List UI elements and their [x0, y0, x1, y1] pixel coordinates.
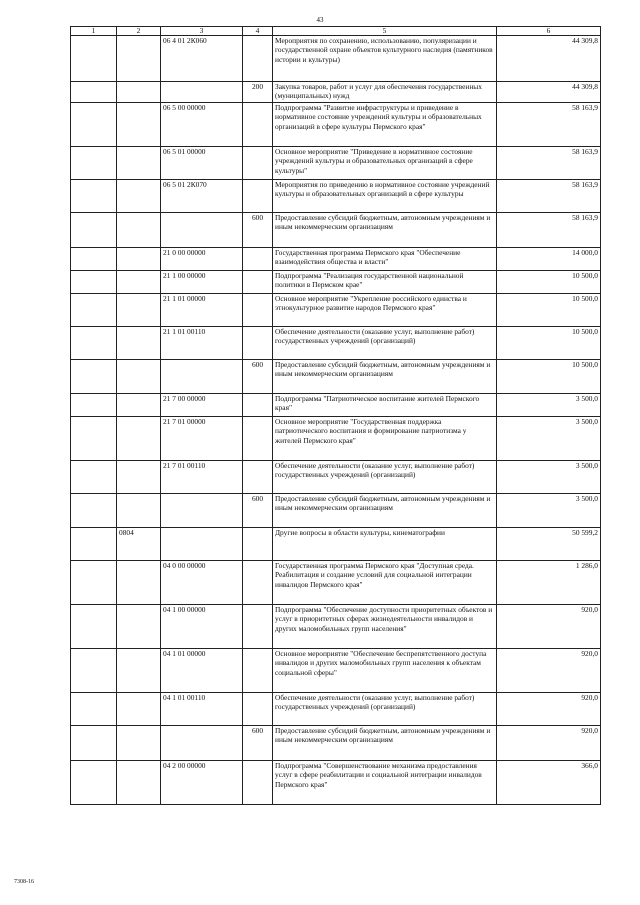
item-name: Обеспечение деятельности (оказание услуг, выполнение работ) государственных учреждений (организаций) — [273, 327, 497, 360]
expense-type-code — [243, 147, 273, 180]
expense-type-code: 600 — [243, 213, 273, 248]
section-code — [117, 649, 161, 693]
amount: 366,0 — [497, 761, 601, 805]
target-article-code: 04 0 00 00000 — [161, 561, 243, 605]
amount: 44 309,8 — [497, 82, 601, 103]
amount: 14 000,0 — [497, 248, 601, 271]
section-code — [117, 147, 161, 180]
target-article-code — [161, 360, 243, 394]
target-article-code: 21 7 01 00000 — [161, 417, 243, 461]
target-article-code — [161, 213, 243, 248]
row-col-1 — [71, 726, 117, 761]
row-col-1 — [71, 248, 117, 271]
target-article-code: 06 5 00 00000 — [161, 103, 243, 147]
table-row — [71, 294, 601, 327]
item-name: Мероприятия по сохранению, использованию, популяризации и государственной охране объектов культурного наследия (памятников истории и культуры) — [273, 36, 497, 82]
row-col-1 — [71, 605, 117, 649]
row-col-1 — [71, 103, 117, 147]
expense-type-code — [243, 103, 273, 147]
row-col-1 — [71, 271, 117, 294]
item-name: Основное мероприятие "Приведение в нормативное состояние учреждений культуры и образовательных организаций в сфере культуры" — [273, 147, 497, 180]
target-article-code: 04 1 01 00000 — [161, 649, 243, 693]
table-row — [71, 726, 601, 761]
row-col-1 — [71, 394, 117, 417]
row-col-1 — [71, 82, 117, 103]
section-code — [117, 761, 161, 805]
amount: 3 500,0 — [497, 394, 601, 417]
header-col-3: 3 — [161, 27, 243, 36]
expense-type-code — [243, 180, 273, 213]
section-code — [117, 82, 161, 103]
section-code — [117, 461, 161, 494]
section-code — [117, 248, 161, 271]
target-article-code: 21 1 01 00000 — [161, 294, 243, 327]
item-name: Подпрограмма "Реализация государственной национальной политики в Пермском крае" — [273, 271, 497, 294]
row-col-1 — [71, 213, 117, 248]
amount: 10 500,0 — [497, 271, 601, 294]
expense-type-code — [243, 271, 273, 294]
item-name: Подпрограмма "Обеспечение доступности приоритетных объектов и услуг в приоритетных сферах жизнедеятельности инвалидов и других маломобильных групп населения" — [273, 605, 497, 649]
table-row — [71, 147, 601, 180]
section-code — [117, 605, 161, 649]
target-article-code: 21 7 01 00110 — [161, 461, 243, 494]
table-header-row — [71, 27, 601, 36]
item-name: Государственная программа Пермского края "Доступная среда. Реабилитация и создание условий для социальной интеграции инвалидов Пермского края" — [273, 561, 497, 605]
target-article-code: 21 1 00 00000 — [161, 271, 243, 294]
amount: 1 286,0 — [497, 561, 601, 605]
item-name: Обеспечение деятельности (оказание услуг, выполнение работ) государственных учреждений (организаций) — [273, 461, 497, 494]
table-row — [71, 649, 601, 693]
target-article-code — [161, 82, 243, 103]
section-code — [117, 417, 161, 461]
amount: 10 500,0 — [497, 294, 601, 327]
section-code — [117, 693, 161, 726]
table-row — [71, 561, 601, 605]
item-name: Основное мероприятие "Государственная поддержка патриотического воспитания и формирование патриотизма у жителей Пермского края" — [273, 417, 497, 461]
target-article-code — [161, 528, 243, 561]
item-name: Подпрограмма "Совершенствование механизма предоставления услуг в сфере реабилитации и социальной интеграции инвалидов Пермского края" — [273, 761, 497, 805]
item-name: Предоставление субсидий бюджетным, автономным учреждениям и иным некоммерческим организациям — [273, 726, 497, 761]
header-col-2: 2 — [117, 27, 161, 36]
amount: 920,0 — [497, 605, 601, 649]
expense-type-code — [243, 294, 273, 327]
amount: 920,0 — [497, 649, 601, 693]
row-col-1 — [71, 147, 117, 180]
expense-type-code — [243, 761, 273, 805]
budget-table — [70, 26, 601, 805]
section-code — [117, 36, 161, 82]
item-name: Предоставление субсидий бюджетным, автономным учреждениям и иным некоммерческим организациям — [273, 360, 497, 394]
expense-type-code — [243, 693, 273, 726]
row-col-1 — [71, 761, 117, 805]
row-col-1 — [71, 294, 117, 327]
section-code — [117, 561, 161, 605]
table-row — [71, 693, 601, 726]
item-name: Основное мероприятие "Укрепление российского единства и этнокультурное развитие народов Пермского края" — [273, 294, 497, 327]
row-col-1 — [71, 417, 117, 461]
section-code — [117, 327, 161, 360]
amount: 3 500,0 — [497, 494, 601, 528]
item-name: Обеспечение деятельности (оказание услуг, выполнение работ) государственных учреждений (организаций) — [273, 693, 497, 726]
section-code — [117, 360, 161, 394]
item-name: Предоставление субсидий бюджетным, автономным учреждениям и иным некоммерческим организациям — [273, 494, 497, 528]
table-row — [71, 494, 601, 528]
table-row — [71, 605, 601, 649]
amount: 50 599,2 — [497, 528, 601, 561]
target-article-code: 21 1 01 00110 — [161, 327, 243, 360]
row-col-1 — [71, 693, 117, 726]
row-col-1 — [71, 327, 117, 360]
section-code — [117, 180, 161, 213]
header-col-1: 1 — [71, 27, 117, 36]
page-number: 43 — [316, 16, 324, 24]
table-row — [71, 417, 601, 461]
expense-type-code — [243, 461, 273, 494]
row-col-1 — [71, 461, 117, 494]
expense-type-code — [243, 528, 273, 561]
amount: 58 163,9 — [497, 147, 601, 180]
section-code — [117, 213, 161, 248]
item-name: Основное мероприятие "Обеспечение беспрепятственного доступа инвалидов и других маломобильных групп населения к объектам социальной сферы" — [273, 649, 497, 693]
section-code — [117, 294, 161, 327]
table-row — [71, 213, 601, 248]
table-row — [71, 394, 601, 417]
target-article-code: 04 1 01 00110 — [161, 693, 243, 726]
amount: 3 500,0 — [497, 417, 601, 461]
expense-type-code — [243, 36, 273, 82]
amount: 10 500,0 — [497, 327, 601, 360]
section-code: 0804 — [117, 528, 161, 561]
row-col-1 — [71, 180, 117, 213]
table-row — [71, 327, 601, 360]
amount: 920,0 — [497, 726, 601, 761]
amount: 10 500,0 — [497, 360, 601, 394]
target-article-code: 04 1 00 00000 — [161, 605, 243, 649]
expense-type-code — [243, 248, 273, 271]
amount: 920,0 — [497, 693, 601, 726]
amount: 3 500,0 — [497, 461, 601, 494]
item-name: Закупка товаров, работ и услуг для обеспечения государственных (муниципальных) нужд — [273, 82, 497, 103]
table-row — [71, 248, 601, 271]
amount: 58 163,9 — [497, 103, 601, 147]
item-name: Государственная программа Пермского края "Обеспечение взаимодействия общества и власти" — [273, 248, 497, 271]
header-col-5: 5 — [273, 27, 497, 36]
section-code — [117, 103, 161, 147]
item-name: Подпрограмма "Патриотическое воспитание жителей Пермского края" — [273, 394, 497, 417]
expense-type-code — [243, 561, 273, 605]
row-col-1 — [71, 528, 117, 561]
table-row — [71, 103, 601, 147]
expense-type-code: 600 — [243, 494, 273, 528]
target-article-code: 06 5 01 2К070 — [161, 180, 243, 213]
row-col-1 — [71, 360, 117, 394]
row-col-1 — [71, 561, 117, 605]
target-article-code: 04 2 00 00000 — [161, 761, 243, 805]
table-row — [71, 528, 601, 561]
amount: 44 309,8 — [497, 36, 601, 82]
target-article-code — [161, 494, 243, 528]
item-name: Мероприятия по приведению в нормативное состояние учреждений культуры и образовательных организаций в сфере культуры — [273, 180, 497, 213]
amount: 58 163,9 — [497, 180, 601, 213]
expense-type-code — [243, 649, 273, 693]
document-code: 7308-16 — [14, 879, 34, 885]
expense-type-code — [243, 417, 273, 461]
target-article-code: 06 4 01 2К060 — [161, 36, 243, 82]
row-col-1 — [71, 36, 117, 82]
target-article-code: 06 5 01 00000 — [161, 147, 243, 180]
expense-type-code: 600 — [243, 360, 273, 394]
table-row — [71, 82, 601, 103]
table-row — [71, 271, 601, 294]
item-name: Подпрограмма "Развитие инфраструктуры и приведение в нормативное состояние учреждений культуры и образовательных организаций в сфере культуры Пермского края" — [273, 103, 497, 147]
item-name: Предоставление субсидий бюджетным, автономным учреждениям и иным некоммерческим организациям — [273, 213, 497, 248]
target-article-code — [161, 726, 243, 761]
header-col-4: 4 — [243, 27, 273, 36]
row-col-1 — [71, 649, 117, 693]
amount: 58 163,9 — [497, 213, 601, 248]
expense-type-code: 200 — [243, 82, 273, 103]
section-code — [117, 494, 161, 528]
table-row — [71, 761, 601, 805]
expense-type-code — [243, 394, 273, 417]
row-col-1 — [71, 494, 117, 528]
table-row — [71, 180, 601, 213]
section-code — [117, 271, 161, 294]
section-code — [117, 726, 161, 761]
table-row — [71, 36, 601, 82]
table-row — [71, 360, 601, 394]
expense-type-code: 600 — [243, 726, 273, 761]
section-code — [117, 394, 161, 417]
expense-type-code — [243, 605, 273, 649]
target-article-code: 21 7 00 00000 — [161, 394, 243, 417]
table-row — [71, 461, 601, 494]
item-name: Другие вопросы в области культуры, кинематографии — [273, 528, 497, 561]
target-article-code: 21 0 00 00000 — [161, 248, 243, 271]
header-col-6: 6 — [497, 27, 601, 36]
expense-type-code — [243, 327, 273, 360]
